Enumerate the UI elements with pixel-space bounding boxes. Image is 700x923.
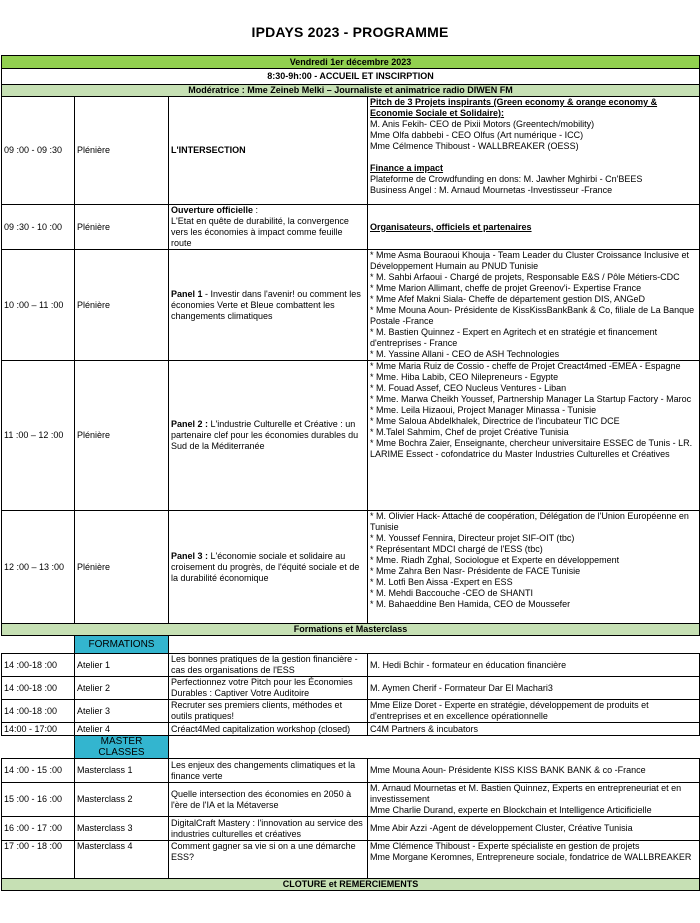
- session-title: Ouverture officielle: [171, 205, 254, 215]
- atelier-speaker: M. Aymen Cherif - Formateur Dar El Machari3: [368, 677, 700, 700]
- session-time: 12 :00 – 13 :00: [2, 511, 75, 624]
- welcome-row: [2, 69, 700, 85]
- atelier-time: 14:00 - 17:00: [2, 723, 75, 736]
- session-row: [2, 97, 700, 205]
- atelier-row: [2, 654, 700, 677]
- session-desc: - Investir dans l'avenir! ou comment les économies Verte et Bleue combattent les changements climatiques: [171, 288, 361, 321]
- session-description: [169, 205, 368, 250]
- masterclass-label: MASTER CLASSES: [75, 736, 169, 759]
- speaker: * Représentant MDCI chargé de l'ESS (tbc): [370, 544, 543, 554]
- pitch-line: Mme Célmence Thiboust - WALLBREAKER (OESS): [370, 141, 579, 151]
- session-title: Panel 1: [171, 288, 203, 299]
- session-row: [2, 250, 700, 361]
- atelier-row: [2, 700, 700, 723]
- session-desc: L'industrie Culturelle et Créative : un partenaire clef pour les économies durables du Sud de la Méditerranée: [171, 419, 359, 451]
- session-speakers: [368, 250, 700, 361]
- masterclass-row: [2, 783, 700, 817]
- finance-line: Business Angel : M. Arnaud Mournetas -Investisseur -France: [370, 185, 613, 195]
- formations-header-row: [2, 624, 700, 636]
- speaker: * Mme. Riadh Zghal, Sociologue et Experte en développement: [370, 555, 620, 565]
- session-desc: : L'Etat en quête de durabilité, la convergence vers les économies à impact comme feuille route: [171, 205, 349, 248]
- speaker: * Mme Bochra Zaier, Enseignante, chercheur universitaire ESSEC de Tunis - LR. LARIME Essect - cofondatrice du Master Industries Culturelles et Créatives: [370, 438, 693, 459]
- session-time: 09 :00 - 09 :30: [2, 97, 75, 205]
- masterclass-time: 14 :00 - 15 :00: [2, 759, 75, 783]
- atelier-speaker: Mme Elize Doret - Experte en stratégie, développement de produits et d'entreprises et en excellence opérationnelle: [368, 700, 700, 723]
- session-time: 09 :30 - 10 :00: [2, 205, 75, 250]
- speaker: * Mme Asma Bouraoui Khouja - Team Leader du Cluster Croissance Inclusive et Développement Humain au PNUD Tunisie: [370, 250, 689, 271]
- masterclass-label-row: [2, 736, 700, 759]
- speaker: * M. Lotfi Ben Aissa -Expert en ESS: [370, 577, 513, 587]
- atelier-name: Atelier 4: [75, 723, 169, 736]
- masterclass-name: Masterclass 3: [75, 817, 169, 841]
- closing-row: [2, 879, 700, 891]
- speaker: * Mme Mouna Aoun- Présidente de KissKissBankBank & Co, filiale de La Banque Postale -France: [370, 305, 695, 326]
- speaker: * Mme Maria Ruiz de Cossio - cheffe de Projet Creact4med -EMEA - Espagne: [370, 361, 681, 371]
- session-type: Plénière: [75, 511, 169, 624]
- welcome-label: 8:30-9h:00 - ACCUEIL ET INSCIRPTION: [2, 69, 700, 85]
- formations-header: Formations et Masterclass: [2, 624, 700, 636]
- session-title: L'INTERSECTION: [169, 97, 368, 205]
- session-speakers: [368, 205, 700, 250]
- masterclass-time: 15 :00 - 16 :00: [2, 783, 75, 817]
- speaker: * M.Talel Sahmim, Chef de projet Créative Tunisia: [370, 427, 569, 437]
- speaker: * Mme. Hiba Labib, CEO Nilepreneurs - Egypte: [370, 372, 559, 382]
- masterclass-topic: Quelle intersection des économies en 2050 à l'ère de l'IA et la Métaverse: [169, 783, 368, 817]
- session-description: [169, 250, 368, 361]
- speaker: * M. Sahbi Arfaoui - Chargé de projets, Responsable E&S / Pôle Métiers-CDC: [370, 272, 680, 282]
- masterclass-speaker: Mme Mouna Aoun- Présidente KISS KISS BANK BANK & co -France: [368, 759, 700, 783]
- masterclass-speaker: M. Arnaud Mournetas et M. Bastien Quinnez, Experts en entrepreneuriat et en investissement Mme Charlie Durand, experte en Blockchain et Intelligence Articificielle: [368, 783, 700, 817]
- atelier-topic: Recruter ses premiers clients, méthodes et outils pratiques!: [169, 700, 368, 723]
- speaker: * M. Fouad Assef, CEO Nucleus Ventures - Liban: [370, 383, 567, 393]
- atelier-row: [2, 723, 700, 736]
- page-title: IPDAYS 2023 - PROGRAMME: [251, 24, 449, 40]
- pitch-line: M. Anis Fekih- CEO de Pixii Motors (Greentech/mobility): [370, 119, 595, 129]
- atelier-time: 14 :00-18 :00: [2, 654, 75, 677]
- session-type: Plénière: [75, 250, 169, 361]
- session-speakers: [368, 511, 700, 624]
- session-desc: L'économie sociale et solidaire au croisement du progrès, de l'équité sociale et de la durabilité économique: [171, 550, 360, 583]
- atelier-name: Atelier 2: [75, 677, 169, 700]
- formations-label: FORMATIONS: [75, 636, 169, 654]
- masterclass-time: 16 :00 - 17 :00: [2, 817, 75, 841]
- atelier-name: Atelier 1: [75, 654, 169, 677]
- speaker: * Mme. Leila Hizaoui, Project Manager Minassa - Tunisie: [370, 405, 597, 415]
- session-time: 11 :00 – 12 :00: [2, 361, 75, 511]
- finance-heading: Finance a impact: [370, 163, 444, 173]
- speaker: * M. Bastien Quinnez - Expert en Agritech et en stratégie et financement d'entreprises - France: [370, 327, 658, 348]
- masterclass-topic: DigitalCraft Mastery : l'innovation au service des industries culturelles et créatives: [169, 817, 368, 841]
- session-speakers: [368, 361, 700, 511]
- session-speakers: [368, 97, 700, 205]
- masterclass-topic: Comment gagner sa vie si on a une démarche ESS?: [169, 841, 368, 879]
- atelier-speaker: M. Hedi Bchir - formateur en éducation financière: [368, 654, 700, 677]
- masterclass-row: [2, 841, 700, 879]
- session-description: [169, 511, 368, 624]
- closing-label: CLOTURE et REMERCIEMENTS: [2, 879, 700, 891]
- speaker: * Mme Zahra Ben Nasr- Présidente de FACE Tunisie: [370, 566, 581, 576]
- finance-line: Plateforme de Crowdfunding en dons: M. Jawher Mghirbi - Cn'BEES: [370, 174, 643, 184]
- masterclass-time: 17 :00 - 18 :00: [2, 841, 75, 879]
- session-row: [2, 511, 700, 624]
- masterclass-name: Masterclass 4: [75, 841, 169, 879]
- masterclass-speaker: Mme Abir Azzi -Agent de développement Cluster, Créative Tunisia: [368, 817, 700, 841]
- atelier-time: 14 :00-18 :00: [2, 677, 75, 700]
- session-row: [2, 361, 700, 511]
- session-row: [2, 205, 700, 250]
- speaker: * M. Bahaeddine Ben Hamida, CEO de Moussefer: [370, 599, 571, 609]
- atelier-time: 14 :00-18 :00: [2, 700, 75, 723]
- masterclass-row: [2, 817, 700, 841]
- speakers-heading: Organisateurs, officiels et partenaires: [370, 221, 532, 232]
- day-row: [2, 56, 700, 69]
- session-type: Plénière: [75, 361, 169, 511]
- pitch-heading: Pitch de 3 Projets inspirants (Green economy & orange economy & Economie Sociale et Solidaire):: [370, 97, 658, 118]
- atelier-topic: Créact4Med capitalization workshop (closed): [169, 723, 368, 736]
- session-type: Plénière: [75, 205, 169, 250]
- session-time: 10 :00 – 11 :00: [2, 250, 75, 361]
- moderator-row: [2, 85, 700, 97]
- masterclass-row: [2, 759, 700, 783]
- speaker: * M. Youssef Fennira, Directeur projet SIF-OIT (tbc): [370, 533, 575, 543]
- speaker: * Mme Afef Makni Siala- Cheffe de département gestion DIS, ANGeD: [370, 294, 645, 304]
- masterclass-speaker: Mme Clémence Thiboust - Experte spécialiste en gestion de projets Mme Morgane Keromnes, Entrepreneure sociale, fondatrice de WALLBREAKER: [368, 841, 700, 879]
- masterclass-topic: Les enjeux des changements climatiques et la finance verte: [169, 759, 368, 783]
- atelier-topic: Perfectionnez votre Pitch pour les Économies Durables : Captiver Votre Auditoire: [169, 677, 368, 700]
- session-type: Plénière: [75, 97, 169, 205]
- atelier-name: Atelier 3: [75, 700, 169, 723]
- atelier-speaker: C4M Partners & incubators: [368, 723, 700, 736]
- atelier-topic: Les bonnes pratiques de la gestion financière - cas des organisations de l'ESS: [169, 654, 368, 677]
- session-title: Panel 2 :: [171, 419, 209, 429]
- speaker: * M. Olivier Hack- Attaché de coopération, Délégation de l'Union Européenne en Tunisie: [370, 511, 689, 532]
- moderator-label: Modératrice : Mme Zeineb Melki – Journaliste et animatrice radio DIWEN FM: [2, 85, 700, 97]
- masterclass-name: Masterclass 1: [75, 759, 169, 783]
- day-header: Vendredi 1er décembre 2023: [2, 56, 700, 69]
- programme-table: [1, 55, 700, 891]
- masterclass-name: Masterclass 2: [75, 783, 169, 817]
- formations-label-row: [2, 636, 700, 654]
- pitch-line: Mme Olfa dabbebi - CEO Olfus (Art numérique - ICC): [370, 130, 584, 140]
- speaker: * M. Yassine Allani - CEO de ASH Technologies: [370, 349, 560, 359]
- speaker: * Mme Saloua Abdelkhalek, Directrice de l'incubateur TIC DCE: [370, 416, 620, 426]
- session-title: Panel 3 :: [171, 550, 209, 561]
- session-description: [169, 361, 368, 511]
- speaker: * Mme. Marwa Cheikh Youssef, Partnership Manager La Startup Factory - Maroc: [370, 394, 692, 404]
- speaker: * Mme Marion Allimant, cheffe de projet Greenov'i- Expertise France: [370, 283, 642, 293]
- atelier-row: [2, 677, 700, 700]
- speaker: * M. Mehdi Baccouche -CEO de SHANTI: [370, 588, 534, 598]
